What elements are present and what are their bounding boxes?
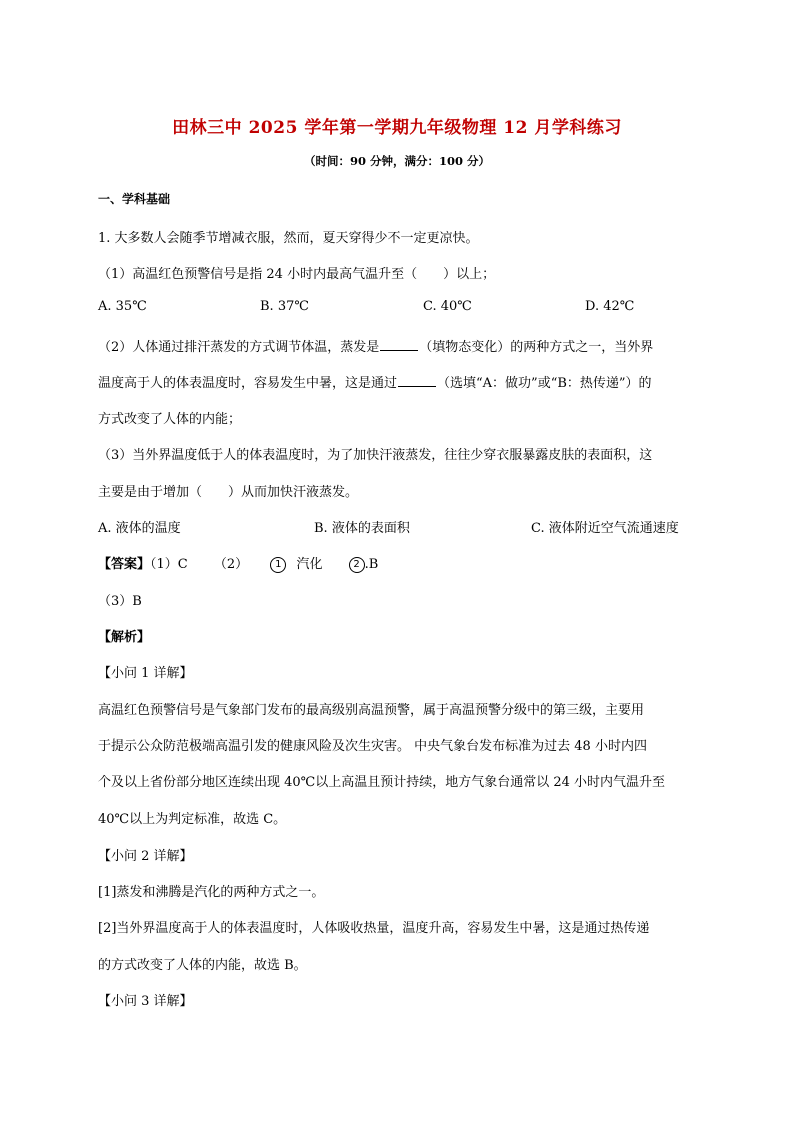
option-b: B. 液体的表面积 [314,521,410,536]
analysis-text: 高温红色预警信号是气象部门发布的最高级别高温预警，属于高温预警分级中的第三级，主要用 [98,703,645,718]
exam-info: （时间：90 分钟，满分：100 分） [303,154,490,168]
analysis-subheading-3: 【小问 3 详解】 [98,994,193,1009]
question-stem: 1. 大多数人会随季节增减衣服，然而，夏天穿得少不一定更凉快。 [98,231,479,246]
answer-text: 汽化 [296,557,323,572]
section-heading: 一、学科基础 [98,192,171,206]
question-text: （2）人体通过排汗蒸发的方式调节体温，蒸发是 [98,340,380,355]
answer-part-1: （1）C [150,557,188,572]
question-part-3-line-2: 主要是由于增加（ ）从而加快汗液蒸发。 [98,485,359,500]
option-d: D. 42℃ [585,299,635,314]
analysis-text: 个及以上省份部分地区连续出现 40℃以上高温且预计持续，地方气象台通常以 24 小时内气温升至 [98,775,666,790]
analysis-text: [2]当外界温度高于人的体表温度时，人体吸收热量，温度升高，容易发生中暑，这是通过热传递 [98,921,650,936]
question-part-2-line-3: 方式改变了人体的内能； [98,412,242,427]
analysis-text: 的方式改变了人体的内能，故选 B。 [98,958,307,973]
answer-part-3: （3）B [98,594,142,609]
answer-label: 【答案】 [98,557,151,572]
option-a: A. 液体的温度 [98,521,181,536]
question-part-2-line-2 [98,372,652,391]
analysis-subheading-1: 【小问 1 详解】 [98,666,193,681]
answer-part-2: （2） [213,557,249,572]
question-text: （填物态变化）的两种方式之一，当外界 [419,340,654,355]
answer-line [98,553,378,573]
document-title: 田林三中 2025 学年第一学期九年级物理 12 月学科练习 [172,118,622,138]
analysis-subheading-2: 【小问 2 详解】 [98,849,193,864]
question-text: （选填“A：做功”或“B：热传递”）的 [437,376,652,391]
analysis-text: [1]蒸发和沸腾是汽化的两种方式之一。 [98,885,325,900]
analysis-text: 于提示公众防范极端高温引发的健康风险及次生灾害。 中央气象台发布标准为过去 48 小时内四 [98,739,647,754]
option-b: B. 37℃ [260,299,309,314]
analysis-text: 40℃以上为判定标准，故选 C。 [98,812,287,827]
question-part-2-line-1 [98,336,653,355]
answer-blank [398,374,436,387]
analysis-label: 【解析】 [98,630,151,645]
answer-text: .B [364,557,379,572]
question-part-3-line-1: （3）当外界温度低于人的体表温度时，为了加快汗液蒸发，往往少穿衣服暴露皮肤的表面积，这 [98,448,653,463]
circled-number-1: 1 [270,557,286,573]
question-text: 温度高于人的体表温度时，容易发生中暑，这是通过 [98,376,398,391]
option-c: C. 液体附近空气流通速度 [531,521,679,536]
circled-number-2: 2 [349,557,365,573]
question-part-1: （1）高温红色预警信号是指 24 小时内最高气温升至（ ）以上； [98,267,496,282]
answer-blank [380,338,418,351]
option-a: A. 35℃ [98,299,147,314]
option-c: C. 40℃ [423,299,472,314]
